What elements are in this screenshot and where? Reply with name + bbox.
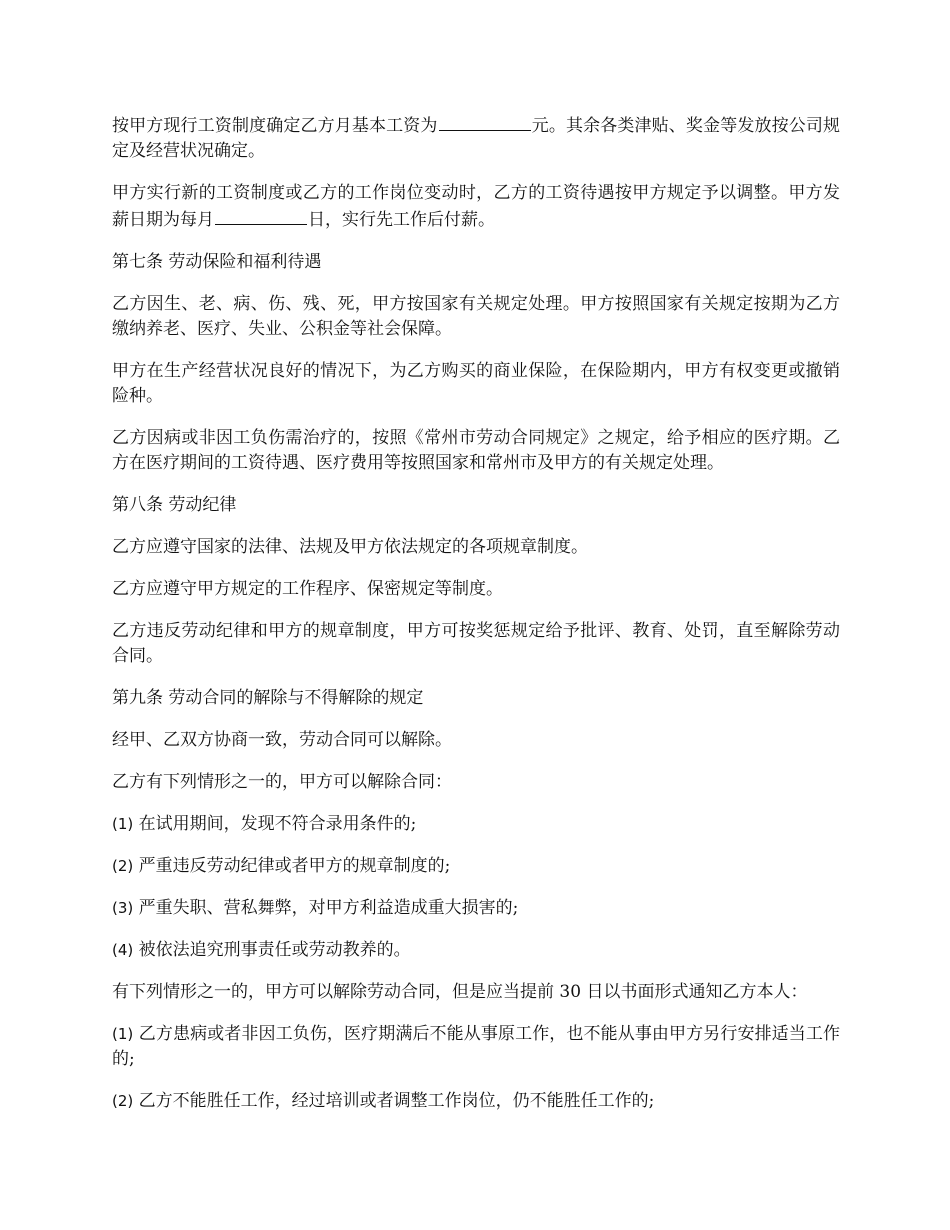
salary-amount-blank: [439, 112, 531, 131]
list-number: (2): [112, 1092, 134, 1110]
paragraph-mutual-termination: 经甲、乙双方协商一致，劳动合同可以解除。: [112, 730, 452, 750]
paragraph-discipline-violation: 乙方违反劳动纪律和甲方的规章制度，甲方可按奖惩规定给予批评、教育、处罚，直至解除劳动合同。: [112, 621, 840, 666]
list-item: [112, 896, 840, 921]
paragraph-termination-conditions: 乙方有下列情形之一的，甲方可以解除合同：: [112, 772, 452, 792]
text-segment: 按甲方现行工资制度确定乙方月基本工资为: [112, 116, 438, 136]
list-text: 乙方患病或者非因工负伤，医疗期满后不能从事原工作，也不能从事由甲方另行安排适当工作的;: [112, 1024, 840, 1069]
list-number: (2): [112, 857, 134, 875]
payday-blank: [215, 206, 307, 225]
list-text: 被依法追究刑事责任或劳动教养的。: [133, 940, 411, 960]
article-8-heading: 第八条 劳动纪律: [112, 495, 237, 515]
paragraph-medical-period: 乙方因病或非因工负伤需治疗的，按照《常州市劳动合同规定》之规定，给予相应的医疗期。乙方在医疗期间的工资待遇、医疗费用等按照国家和常州市及甲方的有关规定处理。: [112, 428, 840, 473]
text-segment: 元。其余各类津贴、奖金等发放按公司规定及经营状况确定。: [112, 116, 841, 161]
list-item: [112, 938, 840, 963]
list-number: (3): [112, 899, 134, 917]
paragraph-commercial-insurance: 甲方在生产经营状况良好的情况下，为乙方购买的商业保险，在保险期内，甲方有权变更或撤销险种。: [112, 361, 840, 406]
list-number: (1): [112, 1025, 134, 1043]
text-segment: 甲方实行新的工资制度或乙方的工作岗位变动时，乙方的工资待遇按甲方规定予以调整。甲方发薪日期为每月: [112, 183, 840, 230]
list-item: [112, 1022, 840, 1072]
document-page: [112, 112, 840, 1131]
list-text: 严重失职、营私舞弊，对甲方利益造成重大损害的;: [133, 898, 519, 918]
paragraph-obey-laws: 乙方应遵守国家的法律、法规及甲方依法规定的各项规章制度。: [112, 537, 588, 557]
paragraph-payday: [112, 181, 840, 233]
list-text: 乙方不能胜任工作，经过培训或者调整工作岗位，仍不能胜任工作的;: [133, 1091, 655, 1111]
paragraph-notice-termination: 有下列情形之一的，甲方可以解除劳动合同，但是应当提前 30 日以书面形式通知乙方本人：: [112, 982, 808, 1002]
list-number: (4): [112, 941, 134, 959]
list-text: 在试用期间，发现不符合录用条件的;: [133, 814, 417, 834]
paragraph-obey-procedures: 乙方应遵守甲方规定的工作程序、保密规定等制度。: [112, 579, 503, 599]
paragraph-salary: [112, 112, 840, 164]
text-segment: 日，实行先工作后付薪。: [308, 210, 495, 230]
list-number: (1): [112, 815, 134, 833]
article-9-heading: 第九条 劳动合同的解除与不得解除的规定: [112, 688, 424, 708]
paragraph-social-security: 乙方因生、老、病、伤、残、死，甲方按国家有关规定处理。甲方按照国家有关规定按期为乙方缴纳养老、医疗、失业、公积金等社会保障。: [112, 294, 840, 339]
list-item: [112, 854, 840, 879]
list-text: 严重违反劳动纪律或者甲方的规章制度的;: [133, 856, 451, 876]
list-item: [112, 812, 840, 837]
list-item: [112, 1089, 840, 1114]
article-7-heading: 第七条 劳动保险和福利待遇: [112, 252, 322, 272]
